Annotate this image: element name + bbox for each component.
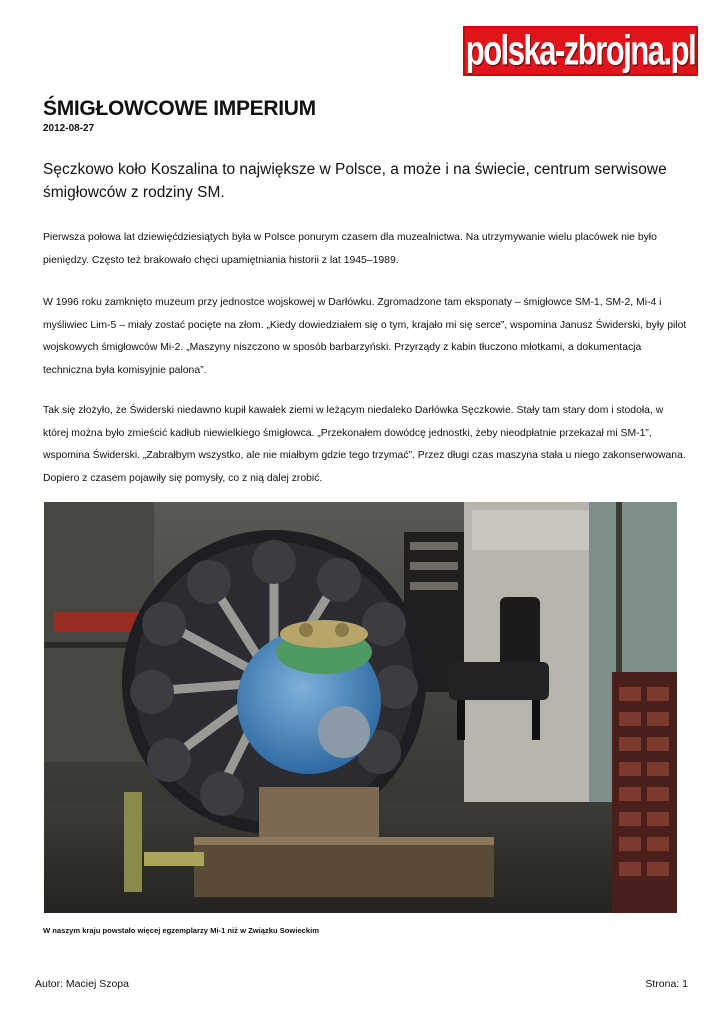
footer-page-number: Strona: 1 [645,978,688,990]
article-lead: Sęczkowo koło Koszalina to największe w Polsce, a może i na świecie, centrum serwisowe śmigłowców z rodziny SM. [43,161,667,201]
radial-engine-photo [44,502,677,913]
site-logo-text: polska-zbrojna.pl [465,26,696,74]
footer-author: Autor: Maciej Szopa [35,978,129,990]
article-title: ŚMIGŁOWCOWE IMPERIUM [43,97,316,120]
article-date: 2012-08-27 [43,123,95,134]
article-paragraph-2: W 1996 roku zamknięto muzeum przy jednostce wojskowej w Darłówku. Zgromadzone tam eksponaty – śmigłowce SM-1, SM-2, Mi-4 i myśliwiec Lim-5 – miały zostać pocięte na złom. „Kiedy dowiedziałem się o tym, krajało mi się serce”, wspomina Janusz Świderski, były pilot wojskowych śmigłowców Mi-2. „Maszyny niszczono w sposób barbarzyński. Przyrządy z kabin tłuczono młotkami, a dokumentacja techniczna była komisyjnie palona”. [43,297,687,376]
article-photo [44,502,677,913]
article-paragraph-3: Tak się złożyło, że Świderski niedawno kupił kawałek ziemi w leżącym niedaleko Darłówka Sęczkowie. Stały tam stary dom i stodoła, w której można było zmieścić kadłub niewielkiego śmigłowca. „Przekonałem dowódcę jednostki, żeby nieodpłatnie przekazał mi SM-1”, wspomina Świderski. „Zabrałbym wszystko, ale nie miałbym gdzie tego trzymać”. Przez długi czas maszyna stała u niego zakonserwowana. Dopiero z czasem pojawiły się pomysły, co z nią dalej zrobić. [43,405,686,484]
site-logo[interactable] [463,26,698,76]
article-paragraph-1: Pierwsza połowa lat dziewięćdziesiątych była w Polsce ponurym czasem dla muzealnictwa. Na utrzymywanie wielu placówek nie było pieniędzy. Często też brakowało chęci upamiętniania historii z lat 1945–1989. [43,232,657,266]
photo-caption: W naszym kraju powstało więcej egzemplarzy Mi-1 niż w Związku Sowieckim [43,926,319,935]
